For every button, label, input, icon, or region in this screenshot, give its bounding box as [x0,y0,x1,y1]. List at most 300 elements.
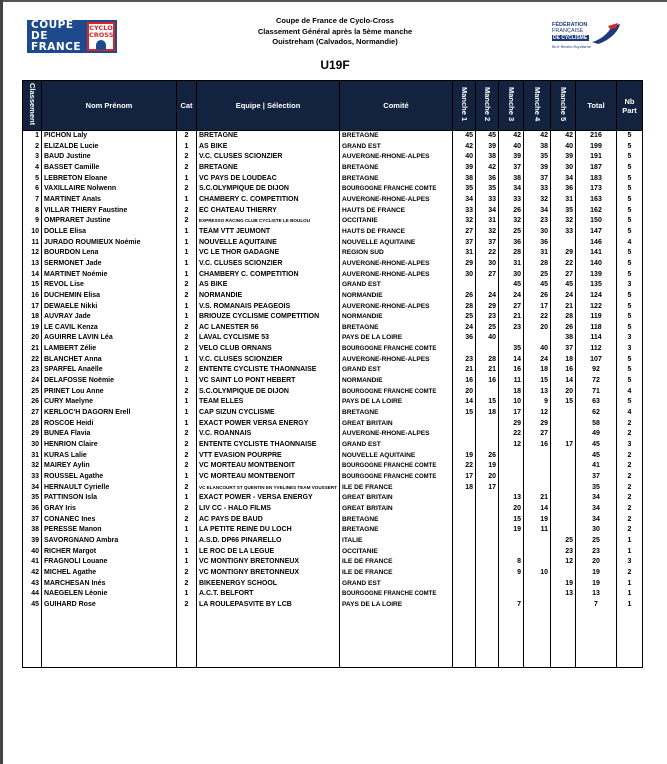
empty-cell [197,611,340,668]
team-cell: VC MORTEAU MONTBENOIT [197,472,340,483]
manche-1-cell [453,557,476,568]
manche-4-cell: 30 [524,227,551,238]
manche-4-cell [524,483,551,494]
team-cell: V.C. CLUSES SCIONZIER [197,152,340,163]
nb-part-cell: 5 [617,259,643,270]
table-row [23,291,643,302]
cat-cell: 2 [177,280,197,291]
manche-2-cell [476,547,499,558]
nb-part-cell: 5 [617,291,643,302]
manche-4-cell: 32 [524,195,551,206]
manche-1-cell: 16 [453,376,476,387]
manche-3-cell: 17 [499,408,524,419]
total-cell: 162 [576,206,617,217]
manche-1-cell [453,429,476,440]
name-cell: NAEGELEN Léonie [42,589,177,600]
manche-2-cell: 37 [476,238,499,249]
manche-4-cell: 11 [524,525,551,536]
team-cell: A.C.T. BELFORT [197,589,340,600]
cat-cell: 2 [177,163,197,174]
manche-1-cell [453,547,476,558]
manche-3-cell: 7 [499,600,524,611]
table-row [23,547,643,558]
nb-part-cell: 1 [617,600,643,611]
name-cell: MARTINET Anaïs [42,195,177,206]
header-nb-part[interactable]: Nb Part [617,81,643,131]
manche-1-cell: 42 [453,142,476,153]
empty-cell [499,611,524,668]
cat-cell: 1 [177,355,197,366]
manche-1-cell: 38 [453,174,476,185]
manche-3-cell [499,461,524,472]
manche-2-cell: 25 [476,323,499,334]
cat-cell: 2 [177,184,197,195]
nb-part-cell: 3 [617,280,643,291]
manche-1-cell: 39 [453,163,476,174]
comite-cell: OCCITANIE [340,216,453,227]
name-cell: MARTINET Noémie [42,270,177,281]
coupe-de-france-logo [27,20,117,53]
team-cell: AS BIKE [197,280,340,291]
manche-3-cell: 19 [499,525,524,536]
manche-1-cell: 23 [453,355,476,366]
rank-cell: 21 [23,344,42,355]
manche-2-cell [476,536,499,547]
manche-5-cell: 24 [551,291,576,302]
rank-cell: 23 [23,365,42,376]
team-cell: V.S. ROMANAIS PEAGEOIS [197,302,340,313]
manche-3-cell: 42 [499,131,524,142]
name-cell: CONANEC Ines [42,515,177,526]
cat-cell: 1 [177,525,197,536]
manche-5-cell: 35 [551,206,576,217]
nb-part-cell: 2 [617,483,643,494]
nb-part-cell: 1 [617,579,643,590]
comite-cell: BOURGOGNE FRANCHE COMTE [340,472,453,483]
manche-1-cell [453,568,476,579]
manche-5-cell: 18 [551,355,576,366]
manche-4-cell: 33 [524,184,551,195]
manche-2-cell: 27 [476,270,499,281]
comite-cell: HAUTS DE FRANCE [340,206,453,217]
manche-3-cell [499,589,524,600]
rank-cell: 12 [23,248,42,259]
manche-4-cell [524,557,551,568]
total-cell: 34 [576,504,617,515]
manche-4-cell: 26 [524,291,551,302]
comite-cell: OCCITANIE [340,547,453,558]
nb-part-cell: 3 [617,344,643,355]
manche-1-cell: 17 [453,472,476,483]
manche-5-cell: 22 [551,259,576,270]
rank-cell: 45 [23,600,42,611]
manche-2-cell: 45 [476,131,499,142]
manche-4-cell [524,600,551,611]
cat-cell: 1 [177,312,197,323]
manche-4-cell [524,333,551,344]
name-cell: SERMONET Jade [42,259,177,270]
cat-cell: 1 [177,536,197,547]
nb-part-cell: 5 [617,302,643,313]
manche-2-cell: 31 [476,216,499,227]
manche-4-cell: 35 [524,152,551,163]
manche-1-cell: 27 [453,227,476,238]
nb-part-cell: 2 [617,451,643,462]
header-manche-2[interactable]: Manche 2 [476,81,499,131]
manche-3-cell: 20 [499,504,524,515]
manche-1-cell: 34 [453,195,476,206]
manche-5-cell: 36 [551,184,576,195]
total-cell: 23 [576,547,617,558]
comite-cell: NORMANDIE [340,291,453,302]
nb-part-cell: 2 [617,472,643,483]
header-nom-prenom[interactable]: Nom Prénom [42,81,177,131]
header-comite[interactable]: Comité [340,81,453,131]
manche-1-cell: 35 [453,184,476,195]
table-row [23,259,643,270]
rank-cell: 25 [23,387,42,398]
manche-1-cell: 18 [453,483,476,494]
manche-4-cell: 24 [524,355,551,366]
cat-cell: 1 [177,376,197,387]
table-row [23,387,643,398]
comite-cell: GREAT BRITAIN [340,493,453,504]
manche-1-cell [453,280,476,291]
manche-2-cell [476,280,499,291]
total-cell: 114 [576,333,617,344]
empty-cell [551,611,576,668]
comite-cell: BOURGOGNE FRANCHE COMTE [340,589,453,600]
rank-cell: 9 [23,216,42,227]
manche-5-cell: 14 [551,376,576,387]
header-cat[interactable]: Cat [177,81,197,131]
manche-1-cell [453,536,476,547]
comite-cell: AUVERGNE-RHONE-ALPES [340,195,453,206]
comite-cell: BRETAGNE [340,525,453,536]
table-row [23,472,643,483]
cat-cell: 2 [177,483,197,494]
manche-5-cell: 38 [551,333,576,344]
comite-cell: BOURGOGNE FRANCHE COMTE [340,184,453,195]
total-cell: 122 [576,302,617,313]
header-classement[interactable]: Classement [23,81,42,131]
manche-2-cell [476,504,499,515]
manche-2-cell: 40 [476,333,499,344]
rank-cell: 10 [23,227,42,238]
total-cell: 140 [576,259,617,270]
rank-cell: 44 [23,589,42,600]
comite-cell: PAYS DE LA LOIRE [340,397,453,408]
team-cell: LA PETITE REINE DU LOCH [197,525,340,536]
header-total[interactable]: Total [576,81,617,131]
manche-4-cell: 37 [524,174,551,185]
comite-cell: BRETAGNE [340,515,453,526]
manche-3-cell: 23 [499,323,524,334]
rank-cell: 30 [23,440,42,451]
total-cell: 7 [576,600,617,611]
manche-2-cell: 42 [476,163,499,174]
manche-5-cell: 34 [551,174,576,185]
name-cell: DOLLE Elisa [42,227,177,238]
manche-4-cell: 19 [524,515,551,526]
team-cell: VTT EVASION POURPRE [197,451,340,462]
manche-4-cell [524,579,551,590]
manche-2-cell [476,387,499,398]
cat-cell: 1 [177,142,197,153]
total-cell: 71 [576,387,617,398]
header-manche-5[interactable]: Manche 5 [551,81,576,131]
manche-3-cell: 32 [499,216,524,227]
nb-part-cell: 4 [617,238,643,249]
cat-cell: 2 [177,365,197,376]
rank-cell: 17 [23,302,42,313]
name-cell: REVOL Lise [42,280,177,291]
cat-cell: 1 [177,248,197,259]
total-cell: 112 [576,344,617,355]
team-cell: VC MONTIGNY BRETONNEUX [197,557,340,568]
table-row [23,419,643,430]
total-cell: 150 [576,216,617,227]
rank-cell: 33 [23,472,42,483]
logo-text [27,20,87,53]
cat-cell: 1 [177,547,197,558]
name-cell: AGUIRRE LAVIN Léa [42,333,177,344]
cat-cell: 1 [177,589,197,600]
manche-2-cell: 35 [476,184,499,195]
nb-part-cell: 1 [617,536,643,547]
manche-2-cell [476,515,499,526]
cat-cell: 2 [177,600,197,611]
nb-part-cell: 4 [617,408,643,419]
nb-part-cell: 5 [617,174,643,185]
name-cell: DEWAELE Nikki [42,302,177,313]
manche-5-cell [551,461,576,472]
window-border-left [0,0,3,764]
team-cell: CHAMBERY C. COMPETITION [197,270,340,281]
manche-3-cell: 29 [499,419,524,430]
table-row [23,184,643,195]
manche-1-cell [453,600,476,611]
manche-2-cell: 23 [476,312,499,323]
name-cell: GRAY Iris [42,504,177,515]
team-cell: VC ELANCOURT ST QUENTIN EN YVELINES TEAM VOUSSERT [197,483,340,494]
manche-5-cell: 45 [551,280,576,291]
manche-3-cell [499,483,524,494]
cat-cell: 1 [177,174,197,185]
nb-part-cell: 5 [617,227,643,238]
manche-4-cell: 27 [524,429,551,440]
manche-5-cell [551,451,576,462]
table-row [23,589,643,600]
name-cell: PRINET Lou Anne [42,387,177,398]
team-cell: NOUVELLE AQUITAINE [197,238,340,249]
nb-part-cell: 2 [617,504,643,515]
manche-5-cell: 21 [551,302,576,313]
empty-cell [23,611,42,668]
manche-3-cell: 18 [499,387,524,398]
cat-cell: 2 [177,461,197,472]
manche-5-cell: 23 [551,547,576,558]
comite-cell: BRETAGNE [340,174,453,185]
table-row [23,280,643,291]
comite-cell: BOURGOGNE FRANCHE COMTE [340,461,453,472]
rank-cell: 5 [23,174,42,185]
manche-2-cell [476,429,499,440]
table-row [23,557,643,568]
cat-cell: 2 [177,152,197,163]
manche-3-cell: 28 [499,248,524,259]
comite-cell: GRAND EST [340,142,453,153]
manche-2-cell [476,493,499,504]
comite-cell: AUVERGNE-RHONE-ALPES [340,355,453,366]
cyclo-cross-badge [87,22,115,51]
comite-cell: GRAND EST [340,579,453,590]
team-cell: TEAM ELLES [197,397,340,408]
manche-4-cell: 15 [524,376,551,387]
team-cell: EXPRESSO RACING CLUB CYCLISTE LE BOULOU [197,216,340,227]
nb-part-cell: 1 [617,589,643,600]
cat-cell: 1 [177,493,197,504]
manche-3-cell: 8 [499,557,524,568]
badge-line1: CYCLO [89,24,113,32]
total-cell: 135 [576,280,617,291]
manche-5-cell [551,504,576,515]
cat-cell: 1 [177,302,197,313]
cat-cell: 2 [177,291,197,302]
comite-cell: AUVERGNE-RHONE-ALPES [340,429,453,440]
manche-3-cell: 10 [499,397,524,408]
name-cell: JURADO ROUMIEUX Noémie [42,238,177,249]
rank-cell: 29 [23,429,42,440]
manche-2-cell: 16 [476,376,499,387]
nb-part-cell: 2 [617,525,643,536]
manche-2-cell [476,568,499,579]
table-row [23,174,643,185]
manche-5-cell [551,419,576,430]
manche-4-cell: 13 [524,387,551,398]
manche-4-cell: 38 [524,142,551,153]
nb-part-cell: 5 [617,312,643,323]
manche-1-cell: 33 [453,206,476,217]
total-cell: 146 [576,238,617,249]
team-cell: VC MORTEAU MONTBENOIT [197,461,340,472]
comite-cell: AUVERGNE-RHONE-ALPES [340,302,453,313]
name-cell: PERESSE Manon [42,525,177,536]
manche-1-cell [453,344,476,355]
manche-2-cell: 24 [476,291,499,302]
manche-2-cell [476,525,499,536]
total-cell: 139 [576,270,617,281]
manche-2-cell: 26 [476,451,499,462]
manche-3-cell: 26 [499,206,524,217]
team-cell: S.C.OLYMPIQUE DE DIJON [197,184,340,195]
manche-3-cell: 31 [499,259,524,270]
rank-cell: 2 [23,142,42,153]
rank-cell: 36 [23,504,42,515]
table-row [23,142,643,153]
cat-cell: 2 [177,323,197,334]
manche-2-cell: 30 [476,259,499,270]
manche-3-cell: 11 [499,376,524,387]
manche-3-cell: 33 [499,195,524,206]
nb-part-cell: 1 [617,547,643,558]
name-cell: KURAS Lalie [42,451,177,462]
comite-cell: REGION SUD [340,248,453,259]
nb-part-cell: 5 [617,131,643,142]
header-manche-3[interactable]: Manche 3 [499,81,524,131]
manche-1-cell: 29 [453,259,476,270]
rank-cell: 41 [23,557,42,568]
comite-cell: HAUTS DE FRANCE [340,227,453,238]
header-equipe[interactable]: Equipe | Sélection [197,81,340,131]
manche-3-cell: 45 [499,280,524,291]
total-cell: 191 [576,152,617,163]
table-row [23,536,643,547]
nb-part-cell: 5 [617,163,643,174]
title-line-2: Classement Général après la 5ème manche [257,26,413,36]
rank-cell: 35 [23,493,42,504]
name-cell: MARCHESAN Inés [42,579,177,590]
comite-cell: GRAND EST [340,440,453,451]
name-cell: PICHON Laly [42,131,177,142]
header-manche-4[interactable]: Manche 4 [524,81,551,131]
table-row [23,323,643,334]
team-cell: LE ROC DE LA LEGUE [197,547,340,558]
nb-part-cell: 5 [617,184,643,195]
manche-1-cell: 28 [453,302,476,313]
name-cell: MICHEL Agathe [42,568,177,579]
name-cell: VAXILLAIRE Nolwenn [42,184,177,195]
manche-5-cell [551,600,576,611]
manche-5-cell [551,483,576,494]
table-row [23,397,643,408]
cat-cell: 1 [177,270,197,281]
table-empty-spacer [23,611,643,668]
table-header-row [23,81,643,131]
comite-cell: ITALIE [340,536,453,547]
comite-cell: AUVERGNE-RHONE-ALPES [340,152,453,163]
nb-part-cell: 5 [617,142,643,153]
manche-5-cell [551,493,576,504]
empty-cell [340,611,453,668]
manche-4-cell: 10 [524,568,551,579]
table-row [23,440,643,451]
table-row [23,504,643,515]
total-cell: 124 [576,291,617,302]
manche-1-cell [453,504,476,515]
name-cell: AUVRAY Jade [42,312,177,323]
rank-cell: 6 [23,184,42,195]
team-cell: EXACT POWER - VERSA ENERGY [197,493,340,504]
header-manche-1[interactable]: Manche 1 [453,81,476,131]
team-cell: A.S.D. DP66 PINARELLO [197,536,340,547]
rank-cell: 24 [23,376,42,387]
manche-1-cell: 25 [453,312,476,323]
table-row [23,600,643,611]
manche-2-cell: 36 [476,174,499,185]
table-row [23,451,643,462]
comite-cell: NOUVELLE AQUITAINE [340,451,453,462]
manche-4-cell: 18 [524,365,551,376]
cat-cell: 2 [177,333,197,344]
manche-2-cell: 20 [476,472,499,483]
logo-line1: COUPE DE [31,19,74,42]
cat-cell: 2 [177,451,197,462]
team-cell: BRETAGNE [197,131,340,142]
manche-5-cell: 29 [551,248,576,259]
table-row [23,408,643,419]
total-cell: 147 [576,227,617,238]
